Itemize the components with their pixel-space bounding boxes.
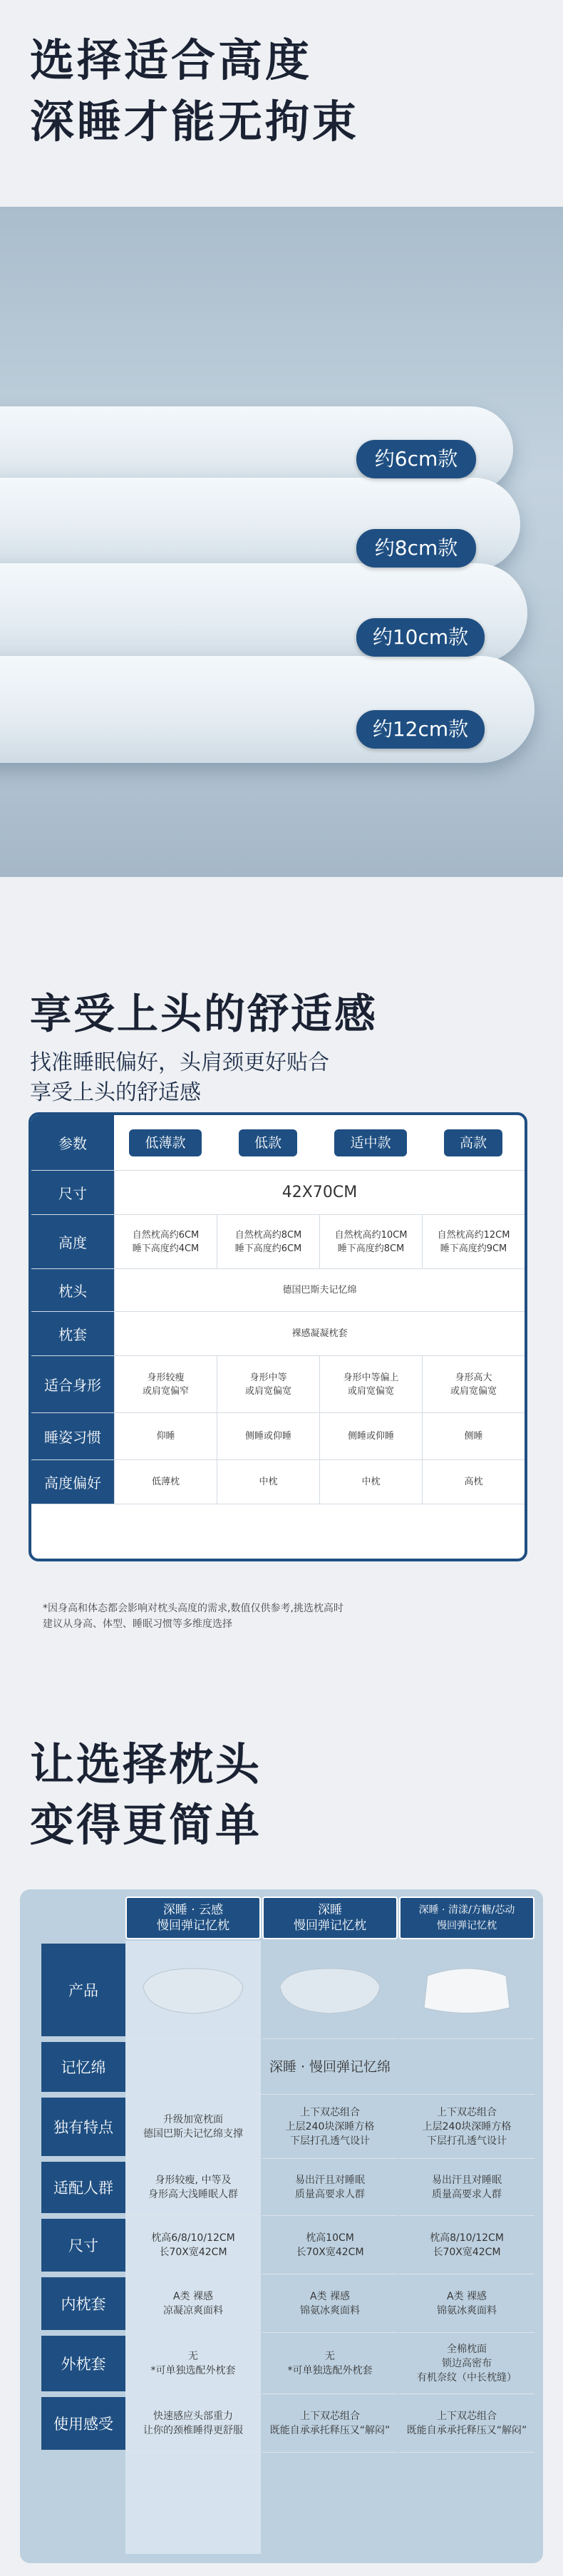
table-cell: 上下双芯组合 上层240块深睡方格 下层打孔透气设计 — [262, 2095, 398, 2159]
table-cell: 自然枕高约12CM 睡下高度约9CM — [422, 1215, 525, 1268]
table-cell: 自然枕高约10CM 睡下高度约8CM — [319, 1215, 422, 1268]
col-header-low-thin: 低薄款 — [129, 1129, 201, 1156]
table-header-row — [31, 1115, 525, 1171]
row-label: 外枕套 — [41, 2336, 125, 2391]
table-row — [20, 2216, 543, 2274]
table-cell: 仰睡 — [114, 1413, 217, 1459]
table-cell: 高枕 — [422, 1460, 525, 1504]
table-cell: 身形高大 或肩宽偏宽 — [422, 1356, 525, 1412]
hero-title-line1: 选择适合高度 — [30, 34, 313, 86]
product-comparison-table — [20, 1889, 543, 2563]
table-cell: A类 裸感 锦氨冰爽面料 — [399, 2274, 534, 2333]
table-row — [20, 2274, 543, 2333]
footnote-line1: *因身高和体态都会影响对枕头高度的需求,数值仅供参考,挑选枕高时 — [43, 1603, 344, 1614]
row-label: 适配人群 — [41, 2162, 125, 2213]
col-header-high: 高款 — [444, 1129, 502, 1156]
comfort-subtitle-line1: 找准睡眠偏好，头肩颈更好贴合 — [30, 1050, 329, 1075]
pillow-product-icon — [136, 1958, 250, 2022]
choose-title-line2: 变得更简单 — [30, 1799, 262, 1851]
table-row — [20, 2159, 543, 2216]
header-label: 参数 — [31, 1115, 114, 1170]
product-col-1: 深睡 · 云感 慢回弹记忆枕 — [125, 1897, 261, 1939]
choose-title-line1: 让选择枕头 — [30, 1738, 262, 1790]
table-row — [31, 1215, 525, 1269]
pillow-product-icon — [273, 1958, 387, 2022]
pillow-stack-image — [0, 207, 563, 877]
table-cell: 身形较瘦 或肩宽偏窄 — [114, 1356, 217, 1412]
table-cell: 身形较瘦, 中等及 身形高大浅睡眠人群 — [125, 2159, 261, 2216]
row-label: 内枕套 — [41, 2277, 125, 2330]
merged-cell: 裸感凝凝枕套 — [114, 1312, 525, 1355]
product-image — [399, 1941, 534, 2039]
merged-cell: 42X70CM — [114, 1171, 525, 1214]
row-label: 枕头 — [31, 1269, 114, 1311]
pillow-product-icon — [410, 1958, 524, 2022]
col-header-low: 低款 — [239, 1129, 297, 1156]
row-label: 独有特点 — [41, 2098, 125, 2156]
row-label: 产品 — [41, 1944, 125, 2036]
footnote-line2: 建议从身高、体型、睡眠习惯等多维度选择 — [43, 1618, 232, 1630]
table-cell: 侧睡 — [422, 1413, 525, 1459]
table-cell: 上下双芯组合 既能自承承托释压又“解闷” — [262, 2394, 398, 2453]
table-cell: 身形中等 或肩宽偏宽 — [217, 1356, 319, 1412]
row-label: 适合身形 — [31, 1356, 114, 1412]
row-label: 高度 — [31, 1215, 114, 1268]
comfort-subtitle-line2: 享受上头的舒适感 — [30, 1080, 201, 1105]
product-col-3: 深睡 · 清漾/方糖/芯动 慢回弹记忆枕 — [399, 1897, 534, 1939]
merged-cell: 深睡 · 慢回弹记忆绵 — [125, 2039, 534, 2095]
table-cell: 上下双芯组合 上层240块深睡方格 下层打孔透气设计 — [399, 2095, 534, 2159]
height-label-10cm: 约10cm款 — [356, 618, 485, 657]
table-cell: 低薄枕 — [114, 1460, 217, 1504]
row-label: 尺寸 — [31, 1171, 114, 1214]
table-row — [31, 1460, 525, 1504]
table-row — [31, 1356, 525, 1413]
col-header-medium: 适中款 — [334, 1129, 406, 1156]
table-cell: 枕高8/10/12CM 长70X宽42CM — [399, 2216, 534, 2274]
table-cell: 自然枕高约8CM 睡下高度约6CM — [217, 1215, 319, 1268]
comfort-title: 享受上头的舒适感 — [30, 990, 378, 1038]
table-row — [20, 2039, 543, 2095]
table-cell: 无 *可单独选配外枕套 — [125, 2333, 261, 2394]
row-label: 高度偏好 — [31, 1460, 114, 1504]
table-cell: 侧睡或仰睡 — [319, 1413, 422, 1459]
table-cell: 枕高6/8/10/12CM 长70X宽42CM — [125, 2216, 261, 2274]
merged-cell: 德国巴斯夫记忆绵 — [114, 1269, 525, 1311]
table-cell: 中枕 — [319, 1460, 422, 1504]
table-row — [31, 1171, 525, 1215]
table-cell: 快速感应头部重力 让你的颈椎睡得更舒服 — [125, 2394, 261, 2453]
table-row — [20, 1941, 543, 2039]
height-label-6cm: 约6cm款 — [356, 440, 476, 478]
product-image — [125, 1941, 261, 2039]
table-cell: A类 裸感 凉凝凉爽面料 — [125, 2274, 261, 2333]
table-footnote — [43, 1601, 344, 1632]
product-image — [262, 1941, 398, 2039]
table-cell: 枕高10CM 长70X宽42CM — [262, 2216, 398, 2274]
table-cell: 上下双芯组合 既能自承承托释压又“解闷” — [399, 2394, 534, 2453]
hero-section — [0, 0, 563, 207]
table-cell: 易出汗且对睡眠 质量高要求人群 — [262, 2159, 398, 2216]
table-row — [31, 1269, 525, 1312]
table-cell: 升级加宽枕面 德国巴斯夫记忆绵支撑 — [125, 2095, 261, 2159]
product-col-2: 深睡 慢回弹记忆枕 — [262, 1897, 398, 1939]
hero-title-line2: 深睡才能无拘束 — [30, 96, 360, 148]
height-label-8cm: 约8cm款 — [356, 529, 476, 568]
table-cell: 中枕 — [217, 1460, 319, 1504]
table-cell: 全棉枕面 锁边高密布 有机奈纹（中长枕缝） — [399, 2333, 534, 2394]
table-cell: A类 裸感 锦氨冰爽面料 — [262, 2274, 398, 2333]
table-row — [20, 2394, 543, 2453]
table-cell: 侧睡或仰睡 — [217, 1413, 319, 1459]
row-label: 睡姿习惯 — [31, 1413, 114, 1459]
row-label: 枕套 — [31, 1312, 114, 1355]
row-label: 记忆绵 — [41, 2042, 125, 2092]
row-label: 尺寸 — [41, 2219, 125, 2272]
height-comparison-table — [29, 1112, 527, 1561]
table-row — [20, 2333, 543, 2394]
table-row — [20, 2095, 543, 2159]
table-row — [31, 1312, 525, 1356]
table-row — [31, 1413, 525, 1460]
table-cell: 身形中等偏上 或肩宽偏宽 — [319, 1356, 422, 1412]
table-cell: 易出汗且对睡眠 质量高要求人群 — [399, 2159, 534, 2216]
height-label-12cm: 约12cm款 — [356, 710, 485, 749]
table-cell: 自然枕高约6CM 睡下高度约4CM — [114, 1215, 217, 1268]
table-cell: 无 *可单独选配外枕套 — [262, 2333, 398, 2394]
row-label: 使用感受 — [41, 2397, 125, 2450]
